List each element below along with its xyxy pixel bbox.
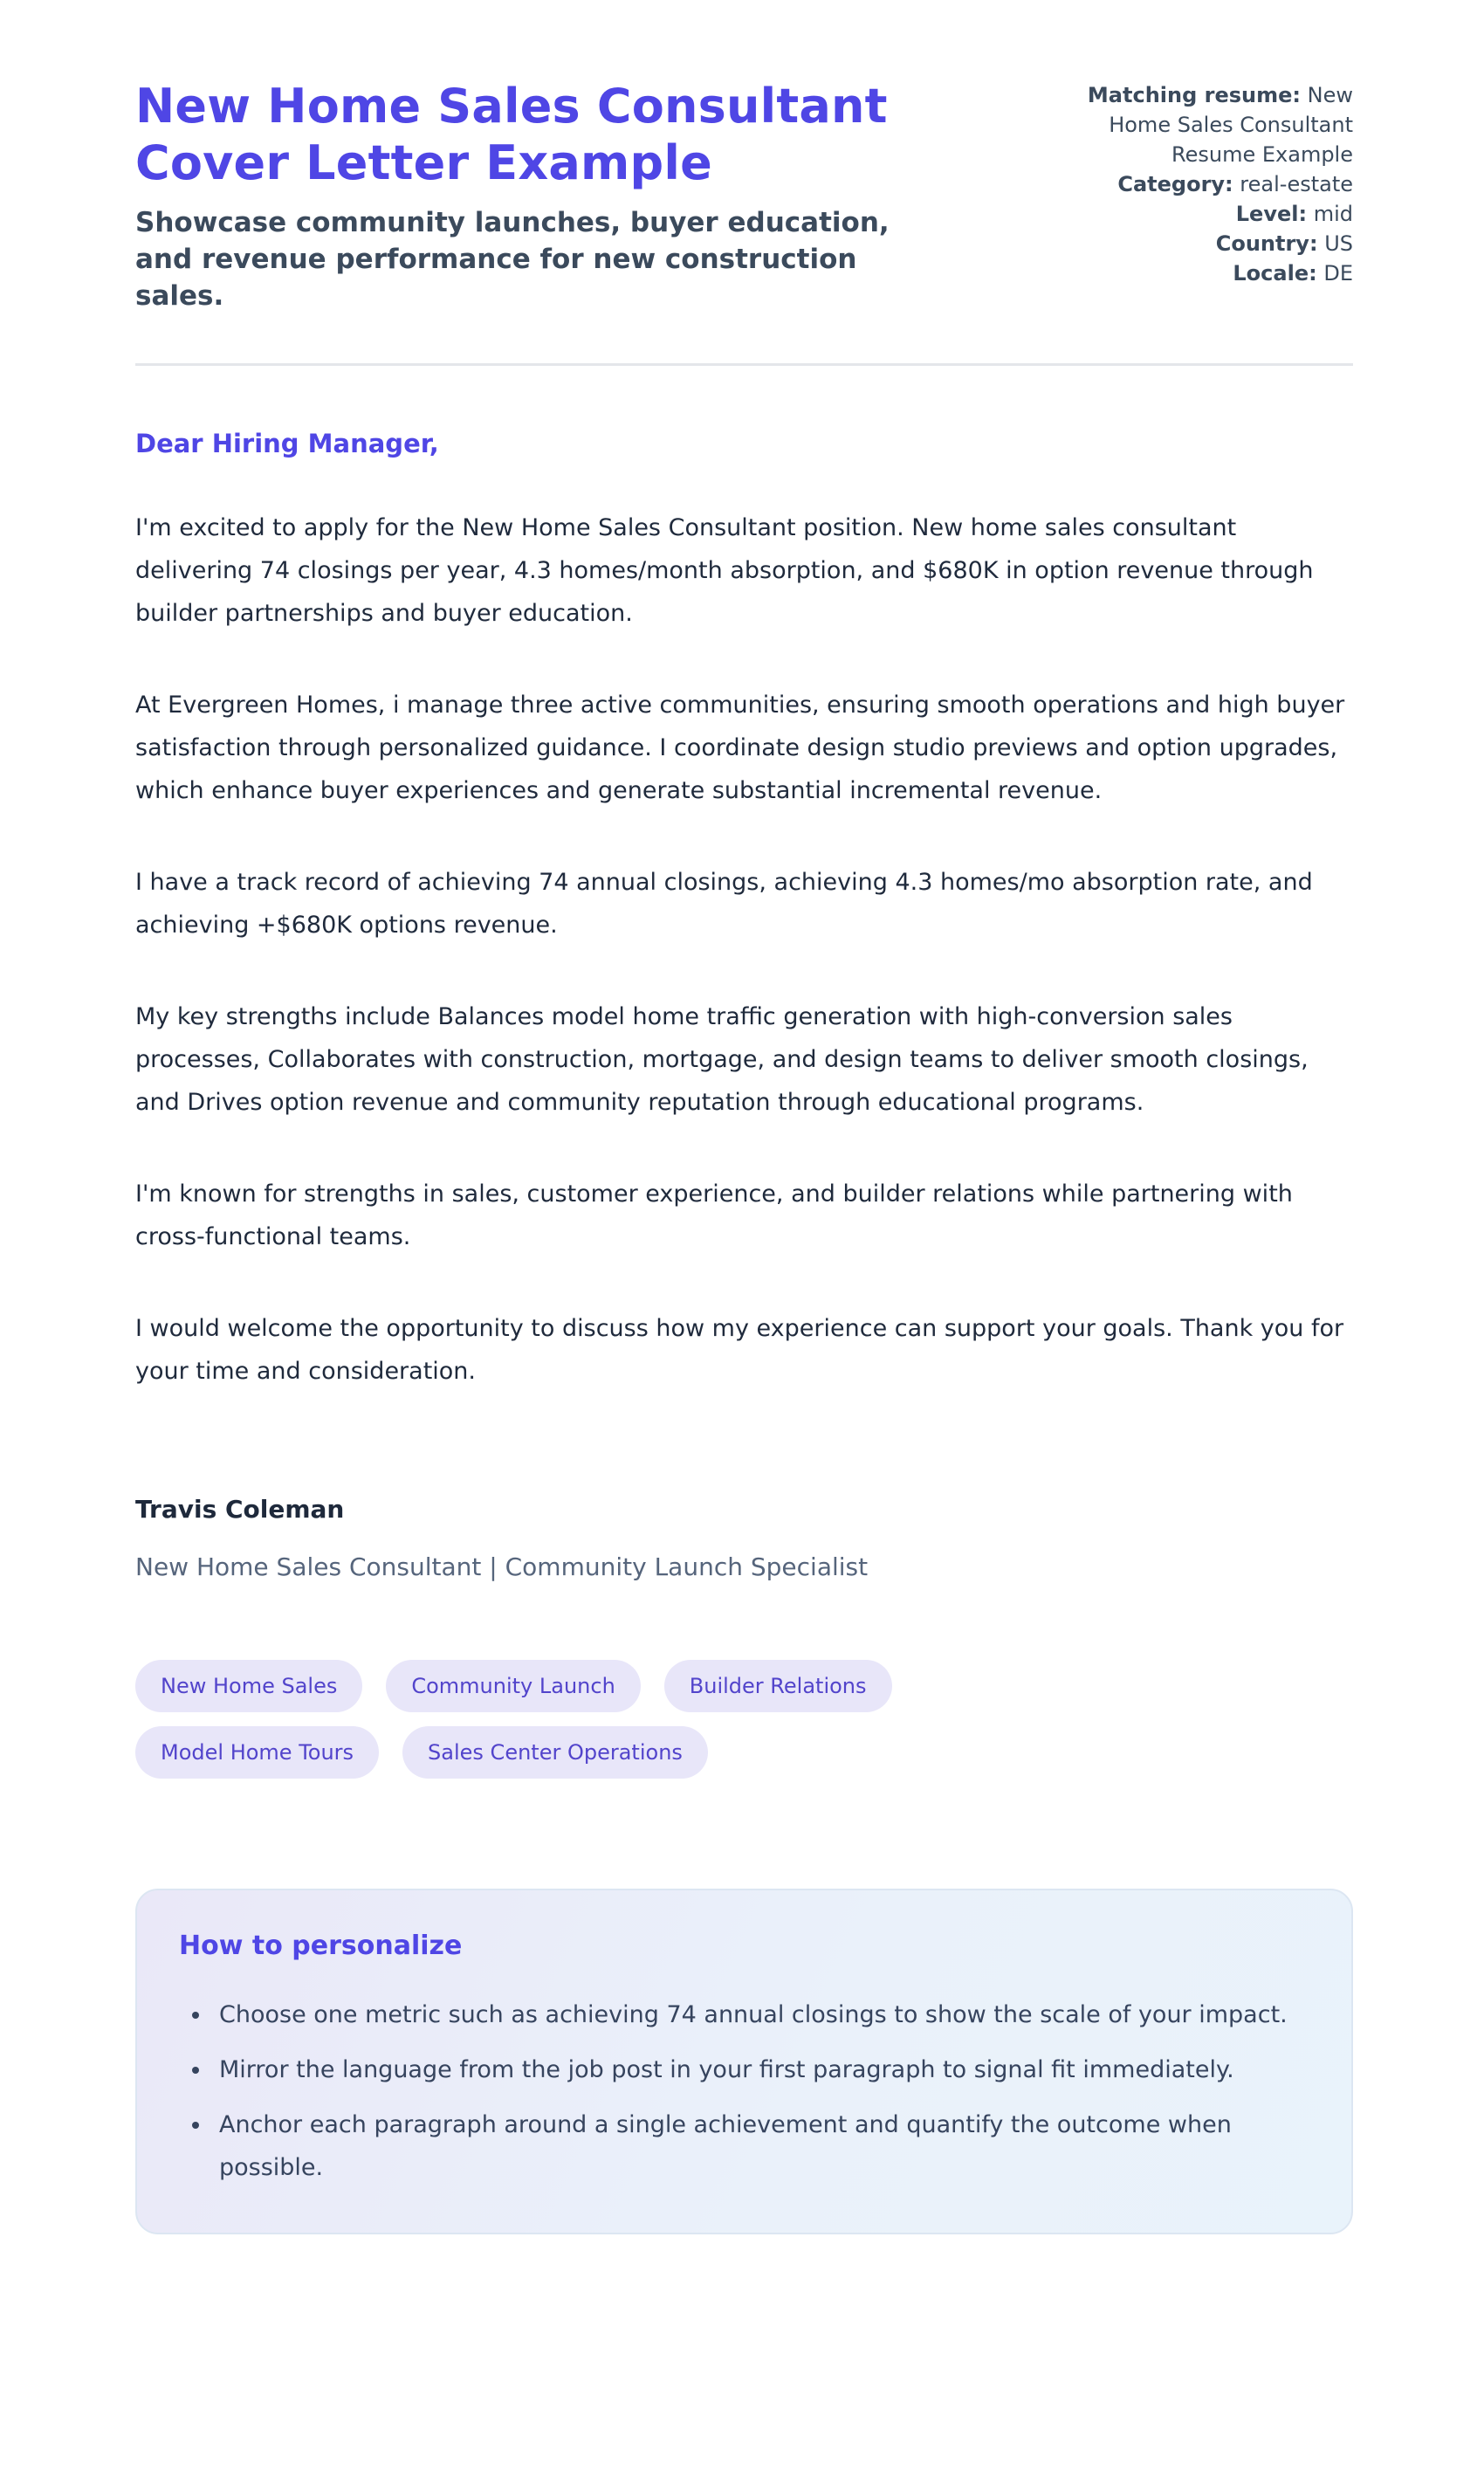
meta-matching-resume bbox=[1052, 80, 1353, 169]
skill-tag: Sales Center Operations bbox=[402, 1726, 708, 1779]
personalize-heading: How to personalize bbox=[179, 1931, 463, 1962]
skill-tag: New Home Sales bbox=[135, 1660, 362, 1712]
meta-matching-resume-value: New Home Sales Consultant Resume Example bbox=[1109, 83, 1353, 167]
letter-paragraph: My key strengths include Balances model home traffic generation with high-conversion sales processes, Collaborates with construction, mortgage, and design teams to deliver smooth closings, and Drives option revenue and community reputation through educational programs. bbox=[135, 1003, 1309, 1117]
letter-paragraph: I'm known for strengths in sales, customer experience, and builder relations while partnering with cross-functional teams. bbox=[135, 1180, 1293, 1251]
personalize-tips-list bbox=[179, 1993, 1308, 2189]
header bbox=[135, 79, 1353, 314]
skill-tag: Builder Relations bbox=[664, 1660, 892, 1712]
meta-level bbox=[1052, 199, 1353, 229]
skill-tag: Model Home Tours bbox=[135, 1726, 379, 1779]
letter-paragraph: I'm excited to apply for the New Home Sales Consultant position. New home sales consultant delivering 74 closings per year, 4.3 homes/month absorption, and $680K in option revenue through builder partnerships and buyer education. bbox=[135, 514, 1314, 628]
letter-paragraph: I have a track record of achieving 74 annual closings, achieving 4.3 homes/mo absorption rate, and achieving +$680K options revenue. bbox=[135, 869, 1313, 940]
signature-name: Travis Coleman bbox=[135, 1495, 345, 1525]
meta-locale-label: Locale: bbox=[1233, 261, 1317, 286]
header-title-block bbox=[135, 79, 1034, 314]
skill-tag: Community Launch bbox=[386, 1660, 640, 1712]
letter-body bbox=[135, 427, 1353, 2234]
personalize-tip: • Choose one metric such as achieving 74 annual closings to show the scale of your impact. bbox=[212, 1993, 1308, 2036]
meta-country-value: US bbox=[1324, 231, 1353, 256]
meta-category-label: Category: bbox=[1117, 172, 1233, 196]
letter-paragraph: I would welcome the opportunity to discuss how my experience can support your goals. Thank you for your time and consideration. bbox=[135, 1315, 1344, 1386]
meta-level-value: mid bbox=[1313, 202, 1353, 226]
meta-country bbox=[1052, 229, 1353, 258]
header-divider bbox=[135, 363, 1353, 366]
meta-locale-value: DE bbox=[1323, 261, 1353, 286]
page-title: New Home Sales Consultant Cover Letter Example bbox=[135, 79, 888, 190]
meta-category bbox=[1052, 169, 1353, 199]
personalize-box bbox=[135, 1889, 1353, 2234]
meta-matching-resume-label: Matching resume: bbox=[1087, 83, 1301, 107]
resume-meta-panel bbox=[1052, 79, 1353, 288]
meta-category-value: real-estate bbox=[1240, 172, 1353, 196]
meta-level-label: Level: bbox=[1235, 202, 1308, 226]
letter-greeting: Dear Hiring Manager, bbox=[135, 429, 439, 459]
meta-locale bbox=[1052, 258, 1353, 288]
skill-tags bbox=[135, 1660, 1096, 1779]
page-subtitle: Showcase community launches, buyer education, and revenue performance for new construction sales. bbox=[135, 206, 890, 312]
personalize-tip: • Anchor each paragraph around a single achievement and quantify the outcome when possible. bbox=[212, 2103, 1308, 2189]
letter-paragraph: At Evergreen Homes, i manage three active communities, ensuring smooth operations and high buyer satisfaction through personalized guidance. I coordinate design studio previews and option upgrades, which enhance buyer experiences and generate substantial incremental revenue. bbox=[135, 692, 1345, 805]
personalize-tip: • Mirror the language from the job post in your first paragraph to signal fit immediately. bbox=[212, 2048, 1308, 2091]
signature-title: New Home Sales Consultant | Community Launch Specialist bbox=[135, 1552, 869, 1582]
meta-country-label: Country: bbox=[1215, 231, 1318, 256]
